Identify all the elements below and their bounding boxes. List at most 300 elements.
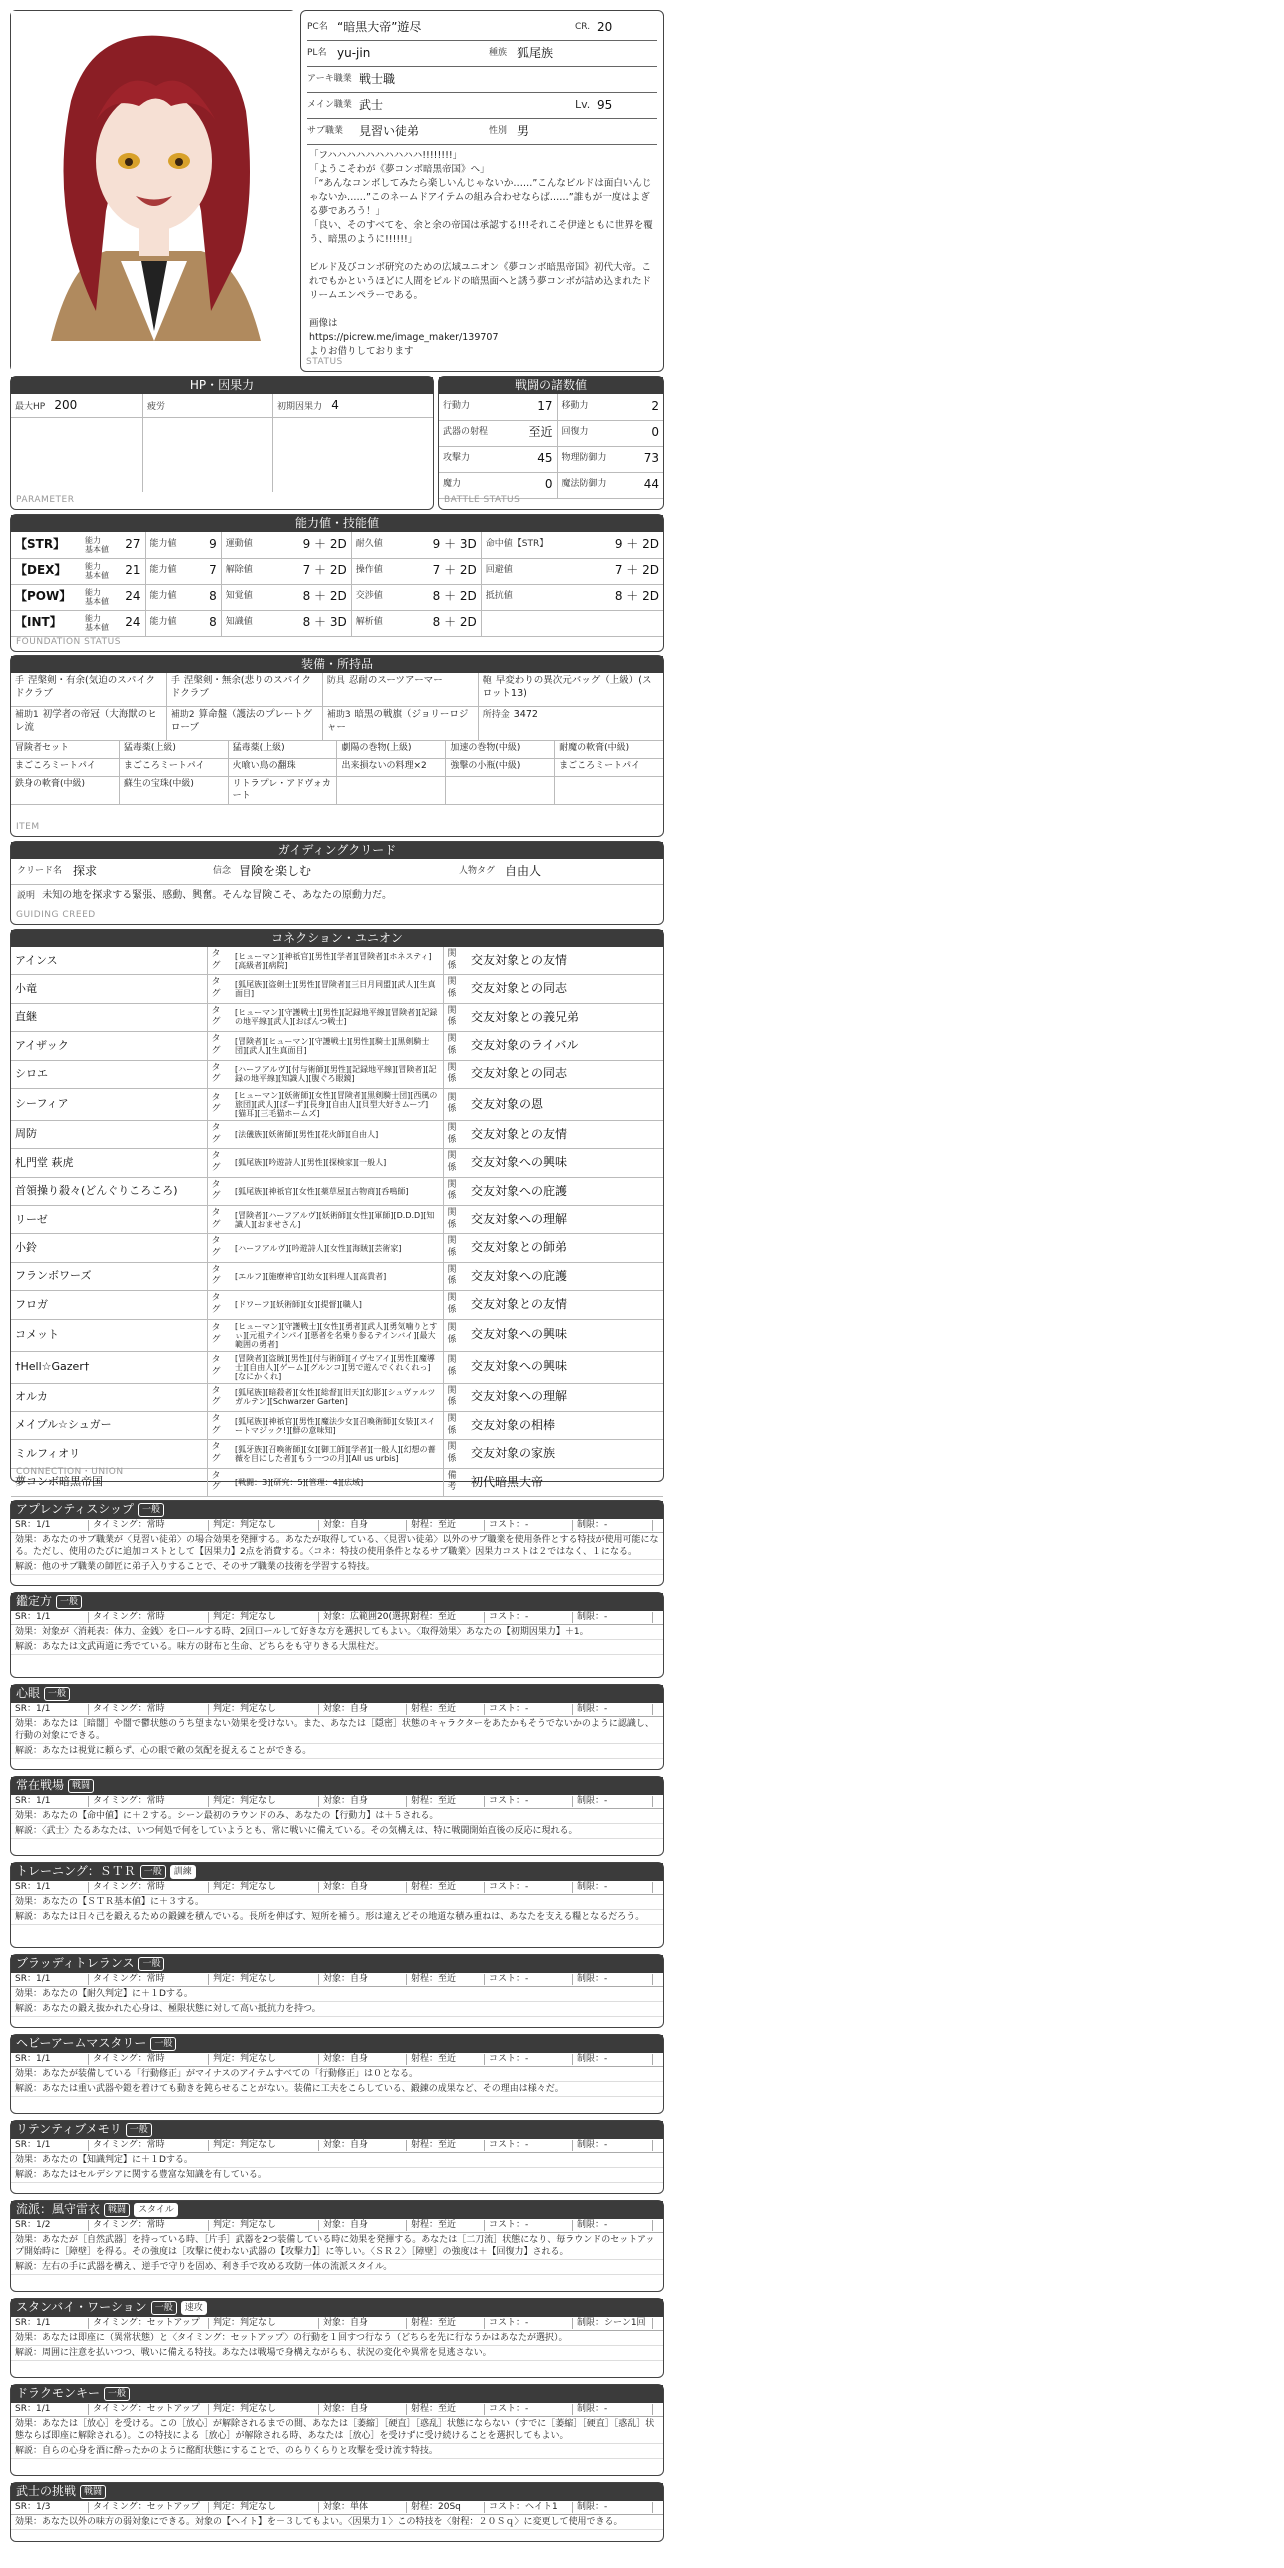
ability-value: 7: [197, 558, 221, 584]
skill-check-value: 7 ＋ 2D: [404, 558, 482, 584]
battle-stat-value: 45: [512, 446, 557, 472]
connection-tags: [ヒューマン][守護戦士][女性][勇者][武人][勇気噛りとすぃ][元祖テインパイ][悪者を名乗り参るテインバイ][最大範囲の勇者]: [231, 1319, 443, 1351]
skill-name: リテンティブメモリ: [16, 2122, 122, 2137]
item-cell: まごころミートパイ: [11, 759, 120, 776]
ability-base-label: 能力 基本値: [81, 584, 117, 610]
battle-panel: [438, 376, 664, 510]
connection-name: フロガ: [11, 1291, 207, 1319]
skill-effect: 効果：あなたの【耐久判定】に＋１Dする。: [11, 1987, 663, 2002]
connection-tag-label: タグ: [207, 1032, 231, 1060]
skill-header: [11, 1685, 663, 1703]
level-value: 95: [597, 97, 613, 112]
skill-card: [10, 2034, 664, 2114]
skill-meta-field: 判定：判定なし: [209, 1882, 319, 1894]
equipment-row: [11, 673, 663, 707]
connection-relation-label: 関係: [443, 1177, 467, 1205]
skill-meta-field: タイミング：常時: [89, 1796, 209, 1808]
equipment-slot: [323, 707, 479, 740]
battle-stat-label: 魔力: [439, 472, 512, 498]
skill-meta-field: 対象：自身: [319, 1520, 407, 1532]
skill-name: スタンバイ・ワーション: [16, 2300, 147, 2315]
skill-tag: 一般: [126, 2123, 152, 2137]
battle-stat-label: 行動力: [439, 394, 512, 420]
skill-explanation: 解説：あなたは重い武器や鎧を着けても動きを鈍らせることがない。装備に工夫をこらしている、鍛錬の成果など、その理由は様々だ。: [11, 2082, 663, 2097]
connection-relation: 交友対象への興味: [467, 1351, 663, 1383]
creed-desc-label: 説明: [17, 891, 36, 901]
connection-relation-label: 関係: [443, 1120, 467, 1148]
connection-relation-label: 関係: [443, 1351, 467, 1383]
profile-panel: [300, 10, 664, 372]
skill-check-label: 運動値: [221, 532, 273, 558]
skill-meta-field: 制限：-: [573, 2054, 653, 2066]
connection-row: [11, 1440, 663, 1468]
connection-name: 小鈴: [11, 1234, 207, 1262]
skill-meta-field: 対象：自身: [319, 1796, 407, 1808]
battle-stat-label: 移動力: [557, 394, 631, 420]
skill-explanation: 解説：他のサブ職業の師匠に弟子入りすることで、そのサブ職業の技術を学習する特技。: [11, 1560, 663, 1575]
skill-meta-field: コスト：ヘイト1: [485, 2502, 573, 2514]
skill-header: [11, 1777, 663, 1795]
equipment-slot-value: 算命盤（護法のプレートグローブ: [170, 709, 313, 733]
battle-stat-value: 17: [512, 394, 557, 420]
skill-explanation: 解説：あなたはセルデシアに関する豊富な知識を有している。: [11, 2168, 663, 2183]
skill-card: [10, 1684, 664, 1770]
skill-meta-field: 判定：判定なし: [209, 1796, 319, 1808]
item-cell: 強撃の小瓶(中級): [446, 759, 555, 776]
item-cell: 耐魔の軟膏(中級): [559, 743, 630, 753]
battle-row: [439, 394, 663, 420]
item-footer: ITEM: [16, 822, 40, 833]
skill-check-label: 命中値【STR】: [481, 532, 586, 558]
connection-row: [11, 975, 663, 1003]
item-cell: 加速の巻物(中級): [446, 741, 555, 758]
ability-row: [11, 610, 663, 636]
skill-meta-field: コスト：-: [485, 2318, 573, 2330]
connection-tag-label: タグ: [207, 1120, 231, 1148]
connection-relation: 交友対象との義兄弟: [467, 1003, 663, 1031]
skill-header: [11, 1593, 663, 1611]
item-cell: [446, 777, 555, 804]
equipment-slot-label: 防具: [326, 676, 345, 686]
connection-relation: 交友対象の相棒: [467, 1411, 663, 1439]
ability-label: 能力値: [145, 610, 197, 636]
skill-meta-field: 対象：自身: [319, 2054, 407, 2066]
skill-check-value: 7 ＋ 2D: [586, 558, 663, 584]
connection-relation: 交友対象への興味: [467, 1149, 663, 1177]
skill-meta-field: 制限：シーン1回: [573, 2318, 653, 2330]
equipment-slot-label: 手: [15, 676, 25, 686]
connection-name: フランボワーズ: [11, 1262, 207, 1290]
connection-tag-label: タグ: [207, 1440, 231, 1468]
ability-value: 8: [197, 610, 221, 636]
skill-meta-field: 対象：自身: [319, 2140, 407, 2152]
skill-explanation: 解説：あなたは視覚に頼らず、心の眼で敵の気配を捉えることができる。: [11, 1744, 663, 1759]
item-cell: 火喰い鳥の翻珠: [229, 759, 338, 776]
connection-tag-label: タグ: [207, 1468, 231, 1496]
battle-row: [439, 420, 663, 446]
skill-meta: [11, 2501, 663, 2515]
arch-label: アーキ職業: [307, 73, 352, 84]
skill-card: [10, 1776, 664, 1856]
connection-tag-label: タグ: [207, 1351, 231, 1383]
skill-explanation: 解説：自らの心身を酒に酔ったかのように酩酊状態にすることで、のらりくらりと攻撃を受け流す特技。: [11, 2444, 663, 2459]
connection-tag-label: タグ: [207, 1411, 231, 1439]
connection-relation: 交友対象との友情: [467, 1291, 663, 1319]
equipment-slot-label: 手: [170, 676, 180, 686]
connection-tag-label: タグ: [207, 1149, 231, 1177]
connection-relation-label: 関係: [443, 1149, 467, 1177]
skill-meta-field: 射程：至近: [407, 1796, 485, 1808]
skill-meta-field: 判定：判定なし: [209, 2404, 319, 2416]
skill-meta-field: 制限：-: [573, 1974, 653, 1986]
connection-tag-label: タグ: [207, 1262, 231, 1290]
connection-tags: [ヒューマン][神祇官][男性][学者][冒険者][ホネスティ][高級者][病院]: [231, 947, 443, 975]
connection-row: [11, 1003, 663, 1031]
skill-check-value: 8 ＋ 2D: [586, 584, 663, 610]
person-tag-label: 人物タグ: [459, 865, 496, 876]
connection-tag-label: タグ: [207, 1003, 231, 1031]
item-cell: 鉄身の軟膏(中級): [11, 777, 120, 804]
connection-tags: [ドワーフ][妖術師][女][提督][職人]: [231, 1291, 443, 1319]
parameter-footer: PARAMETER: [16, 495, 75, 506]
skill-check-value: 8 ＋ 2D: [404, 610, 482, 636]
connection-tag-label: タグ: [207, 1383, 231, 1411]
skill-meta-field: 制限：-: [573, 2220, 653, 2232]
item-cell: [555, 777, 663, 804]
skill-meta: [11, 1519, 663, 1533]
skill-meta: [11, 1703, 663, 1717]
battle-stat-value: 2: [631, 394, 663, 420]
connection-name: コメット: [11, 1319, 207, 1351]
skill-meta-field: タイミング：セットアップ: [89, 2318, 209, 2330]
pl-name-label: PL名: [307, 47, 327, 58]
skill-meta: [11, 2219, 663, 2233]
portrait-illustration: [11, 11, 297, 373]
ability-name: 【INT】: [11, 610, 81, 636]
skill-meta-field: SR：1/1: [11, 2404, 89, 2416]
skill-card: [10, 2120, 664, 2194]
race-value: 狐尾族: [517, 45, 554, 60]
skill-meta-field: コスト：-: [485, 1704, 573, 1716]
equipment-slot-value: 涅槃剣・無余(悲りのスパイクドクラブ: [170, 675, 311, 699]
skill-name: 常在戦場: [16, 1778, 65, 1793]
connection-relation: 交友対象への興味: [467, 1319, 663, 1351]
pc-name-label: PC名: [307, 21, 328, 32]
skill-card: [10, 2482, 664, 2542]
skill-card: [10, 1862, 664, 1948]
skill-explanation: 解説：あなたの鍛え抜かれた心身は、極限状態に対して高い抵抗力を持つ。: [11, 2002, 663, 2017]
battle-stat-label: 物理防御力: [557, 446, 631, 472]
skill-card: [10, 2384, 664, 2476]
arch-value: 戦士職: [359, 71, 396, 86]
skill-meta-field: コスト：-: [485, 2140, 573, 2152]
equipment-slot-label: 所持金: [482, 710, 510, 720]
skill-tag: 一般: [44, 1687, 70, 1701]
skill-header: [11, 1501, 663, 1519]
equipment-body: [11, 673, 663, 805]
battle-stat-label: 魔法防御力: [557, 472, 631, 498]
skill-check-value: 8 ＋ 2D: [274, 584, 352, 610]
connection-tags: [ハーフアルヴ][吟遊詩人][女性][海賊][芸術家]: [231, 1234, 443, 1262]
equipment-title: 装備・所持品: [11, 656, 663, 673]
connection-tags: [狐尾族][暗殺者][女性][総督][旧天][幻影][シュヴァルツガルテン][Schwarzer Garten]: [231, 1383, 443, 1411]
status-footer: STATUS: [306, 357, 343, 368]
skill-tag: 戦闘: [80, 2485, 106, 2499]
equipment-slot: [167, 673, 323, 706]
connection-row: [11, 1149, 663, 1177]
skill-meta-field: コスト：-: [485, 2404, 573, 2416]
skill-check-value: 9 ＋ 2D: [274, 532, 352, 558]
creed-panel: [10, 841, 664, 925]
skill-meta-field: 制限：-: [573, 2404, 653, 2416]
connection-relation-label: 関係: [443, 1234, 467, 1262]
skill-meta-field: 制限：-: [573, 2140, 653, 2152]
connection-tags: [ヒューマン][守護戦士][男性][記録地平線][冒険者][記録の地平線][武人][おぱんつ戦士]: [231, 1003, 443, 1031]
skill-meta: [11, 1795, 663, 1809]
skill-header: [11, 1863, 663, 1881]
connection-name: アイザック: [11, 1032, 207, 1060]
skill-check-label: 耐久値: [351, 532, 403, 558]
connection-table: [11, 947, 663, 1497]
skill-meta-field: 判定：判定なし: [209, 1704, 319, 1716]
equipment-slot: [167, 707, 323, 740]
skill-meta-field: SR：1/1: [11, 1612, 89, 1624]
character-portrait: [10, 10, 296, 372]
skill-check-value: 9 ＋ 2D: [586, 532, 663, 558]
skill-name: ドラクモンキー: [16, 2386, 101, 2401]
skill-name: アプレンティスシップ: [16, 1502, 135, 1517]
battle-row: [439, 472, 663, 498]
connection-tag-label: タグ: [207, 1319, 231, 1351]
skill-meta-field: コスト：-: [485, 1882, 573, 1894]
connection-relation: 交友対象との友情: [467, 1120, 663, 1148]
skill-card: [10, 1592, 664, 1678]
connection-tags: [狐尾族][神祇官][女性][薬草屋][古物商][呑鳴師]: [231, 1177, 443, 1205]
connection-relation: 交友対象との同志: [467, 1060, 663, 1088]
hp-title: HP・因果力: [11, 377, 433, 394]
ability-label: 能力値: [145, 558, 197, 584]
ability-base-label: 能力 基本値: [81, 532, 117, 558]
connection-row: [11, 1291, 663, 1319]
skill-meta-field: 制限：-: [573, 1796, 653, 1808]
connection-relation-label: 関係: [443, 1088, 467, 1120]
ability-name: 【POW】: [11, 584, 81, 610]
equipment-slot-value: 早変わりの異次元バッグ（上級）(スロット13): [482, 675, 652, 699]
skill-check-label: 解析値: [351, 610, 403, 636]
connection-tags: [ヒューマン][妖術師][女性][冒険者][黒剣騎士団][西風の旅団][武人][ぱーず][長身][自由人][貝型大好きムーブ][猫耳][三毛猫ホームズ]: [231, 1088, 443, 1120]
ability-table: [11, 532, 663, 637]
connection-tag-label: タグ: [207, 975, 231, 1003]
skill-check-label: 回避値: [481, 558, 586, 584]
item-cell: まごころミートパイ: [120, 759, 229, 776]
skill-meta-field: 射程：至近: [407, 1882, 485, 1894]
battle-table: [439, 394, 663, 499]
skill-meta-field: SR：1/1: [11, 1882, 89, 1894]
karma-label: 初期因果力: [277, 401, 323, 412]
connection-name: オルカ: [11, 1383, 207, 1411]
connection-name: 首領操り殺々(どんぐりころころ): [11, 1177, 207, 1205]
skill-meta-field: 判定：判定なし: [209, 2318, 319, 2330]
pc-name: “暗黒大帝”遊尽: [337, 19, 422, 34]
belief-value: 冒険を楽しむ: [239, 863, 312, 878]
skill-meta-field: コスト：-: [485, 1612, 573, 1624]
skill-card: [10, 2200, 664, 2292]
skill-check-label: 操作値: [351, 558, 403, 584]
skill-effect: 効果：対象が〈消耗表：体力、金銭〉を口ールする時、2回口ールして好きな方を選択してもよい。〈取得効果〉あなたの【初期因果力】＋1。: [11, 1625, 663, 1640]
ability-base-value: 24: [117, 584, 145, 610]
connection-relation: 交友対象のライバル: [467, 1032, 663, 1060]
skill-meta-field: SR：1/1: [11, 1974, 89, 1986]
skill-meta-field: 対象：自身: [319, 1974, 407, 1986]
equipment-slot-value: 初学者の帝冠（大海獣のヒレ流: [15, 709, 157, 733]
skill-check-label: 抵抗値: [481, 584, 586, 610]
abilities-title: 能力値・技能値: [11, 515, 663, 532]
skill-meta-field: タイミング：常時: [89, 2140, 209, 2152]
skill-meta-field: SR：1/1: [11, 2140, 89, 2152]
ability-base-value: 21: [117, 558, 145, 584]
battle-stat-value: 0: [631, 420, 663, 446]
skill-meta-field: 射程：至近: [407, 1520, 485, 1532]
skill-meta-field: 射程：至近: [407, 2318, 485, 2330]
skill-check-label: [481, 610, 586, 636]
skill-effect: 効果：あなたが装備している「行動修正」がマイナスのアイテムすべての「行動修正」は０となる。: [11, 2067, 663, 2082]
equipment-slot-value: 涅槃剣・有余(気迫のスパイクドクラブ: [15, 675, 156, 699]
maxhp-label: 最大HP: [15, 402, 46, 412]
connection-row: [11, 1351, 663, 1383]
skill-name: ブラッディトレランス: [16, 1956, 135, 1971]
skill-check-value: 8 ＋ 3D: [274, 610, 352, 636]
connection-relation: 交友対象の家族: [467, 1440, 663, 1468]
skill-effect: 効果：あなたのサブ職業が〈見習い徒弟〉の場合効果を発揮する。あなたが取得している、〈見習い徒弟〉以外のサブ職業を使用条件とする特技が使用可能になる。ただし、使用のたびに追加コストとして【因果力】2点を消費する。〈コネ：特技の使用条件となるサブ職業〉因果力コストは２ではなく、１になる。: [11, 1533, 663, 1560]
skill-effect: 効果：あなたが［自然武器］を持っている時、［片手］武器を2つ装備している時に効果を発揮する。あなたは［二刀流］状態になり、毎ラウンドのセットアップ開始時に［障壁］を得る。その強度は［攻撃に使わない武器の【攻撃力】］に等しい。〈ＳＲ２〉［障壁］の強度は＋【回復力】される。: [11, 2233, 663, 2260]
character-description: 「フハハハハハハハハハハ!!!!!!!!」 「ようこそわが《夢コンボ暗黒帝国》へ」 「“あんなコンボしてみたら楽しいんじゃないか……”こんなビルドは面白いんじゃないか……”このネームドアイテムの組み合わせならば……”誰もが一度はよぎる夢であろう！」 「良い、そのすべてを、余と余の帝国は承認する!!!それこそ伊達ともに世界を覆う、暗黒のように!!!!!!」 ビルド及びコンボ研究のための広域ユニオン《夢コンボ暗黒帝国》初代大帝。これでもかというほどに人間をビルドの暗黒面へと誘う夢コンボが詰め込まれたドリームエンペラーである。 画像は https://picrew.me/image_maker/139707 よりお借りしております: [309, 150, 653, 357]
item-cell: 劇陽の巻物(上級): [337, 741, 446, 758]
pl-name: yu-jin: [337, 45, 371, 60]
ability-base-label: 能力 基本値: [81, 558, 117, 584]
connection-tag-label: タグ: [207, 947, 231, 975]
skill-meta-field: 判定：判定なし: [209, 2502, 319, 2514]
connection-tags: [冒険者][盗賊][男性][付与術師][イヴセアイ][男性][魔導士][自由人][ゲーム][グルンコ][男で遊んでくれくれっ][なにかくれ]: [231, 1351, 443, 1383]
connection-tags: [エルフ][施療神官][幼女][料理人][高貴者]: [231, 1262, 443, 1290]
skill-effect: 効果：あなた以外の味方の弱対象にできる。対象の【ヘイト】を－３してもよい。〈因果力１〉この特技を〈射程：２０Ｓｑ〉に変更して使用できる。: [11, 2515, 663, 2530]
connection-name: 小竜: [11, 975, 207, 1003]
skill-explanation: 解説：左右の手に武器を構え、逆手で守りを固め、利き手で攻める攻防一体の流派スタイル。: [11, 2260, 663, 2275]
connection-relation-label: 関係: [443, 1411, 467, 1439]
connection-row: [11, 1120, 663, 1148]
skill-tag: 訓練: [170, 1865, 196, 1879]
cr-label: CR.: [575, 21, 591, 32]
connection-relation-label: 備考: [443, 1468, 467, 1496]
connection-name: 周防: [11, 1120, 207, 1148]
skill-meta: [11, 2139, 663, 2153]
skill-header: [11, 1955, 663, 1973]
skill-meta-field: 判定：判定なし: [209, 1974, 319, 1986]
connections-title: コネクション・ユニオン: [11, 930, 663, 947]
skill-effect: 効果：あなたは即座に（異常状態）と〈タイミング：セットアップ〉の行動を１回すつ行なう（どちらを先に行なうかはあなたが選択）。: [11, 2331, 663, 2346]
skill-check-value: 7 ＋ 2D: [274, 558, 352, 584]
skill-meta-field: 射程：至近: [407, 2054, 485, 2066]
equipment-slot-value: 忍耐のスーツアーマー: [348, 675, 443, 686]
skill-name: ヘビーアームマスタリー: [16, 2036, 147, 2051]
connection-row: [11, 947, 663, 975]
skill-meta-field: SR：1/1: [11, 2054, 89, 2066]
equipment-slot: [323, 673, 479, 706]
skill-effect: 効果：あなたは［放心］を受ける。この［放心］が解除されるまでの間、あなたは［萎縮］［硬直］［惑乱］状態にならない（すでに［萎縮］［硬直］［惑乱］状態ならば即座に解除される）。この特技による［放心］が解除される時、あなたは［放心］を受けずに受け続けることを選択してもよい。: [11, 2417, 663, 2444]
ability-label: 能力値: [145, 584, 197, 610]
skill-header: [11, 2299, 663, 2317]
connection-relation: 交友対象への理解: [467, 1383, 663, 1411]
connection-name: シーフィア: [11, 1088, 207, 1120]
skill-tag: 一般: [138, 1503, 164, 1517]
skill-name: 流派：風守雷衣: [16, 2202, 101, 2217]
connection-row: [11, 1234, 663, 1262]
connection-tags: [狐尾族][吟遊詩人][男性][探検家][一般人]: [231, 1149, 443, 1177]
ability-base-value: 27: [117, 532, 145, 558]
connection-tags: [ハーフアルヴ][付与術師][男性][記録地平線][冒険者][記録の地平線][知識人][腹ぐろ眼鏡]: [231, 1060, 443, 1088]
battle-title: 戦闘の諸数値: [439, 377, 663, 394]
skill-meta-field: 対象：単体: [319, 2502, 407, 2514]
skill-meta-field: 制限：-: [573, 1520, 653, 1532]
skill-meta-field: 判定：判定なし: [209, 1520, 319, 1532]
connection-relation: 交友対象への庇護: [467, 1262, 663, 1290]
skill-tag: 速攻: [181, 2301, 207, 2315]
equipment-slot: [479, 673, 663, 706]
equipment-slot-label: 鞄: [482, 676, 492, 686]
skill-meta-field: 判定：判定なし: [209, 2054, 319, 2066]
skill-check-label: 解除値: [221, 558, 273, 584]
skill-explanation: 解説：周囲に注意を払いつつ、戦いに備える特技。あなたは戦場で身構えながらも、状況の変化や異常を見逃さない。: [11, 2346, 663, 2361]
skill-meta-field: 対象：自身: [319, 2404, 407, 2416]
connections-panel: [10, 929, 664, 1493]
ability-label: 能力値: [145, 532, 197, 558]
connection-tags: [法儀族][妖術師][男性][花火師][自由人]: [231, 1120, 443, 1148]
skill-meta: [11, 1611, 663, 1625]
item-row: [11, 777, 663, 805]
skill-header: [11, 2483, 663, 2501]
skill-tag: 一般: [138, 1957, 164, 1971]
foundation-footer: FOUNDATION STATUS: [16, 637, 121, 648]
item-cell: [337, 777, 446, 804]
item-row: [11, 759, 663, 777]
sex-label: 性別: [489, 125, 508, 136]
skill-meta-field: 射程：至近: [407, 1612, 485, 1624]
connection-tags: [狐尾族][盗剣士][男性][冒険者][三日月同盟][武人][生真面目]: [231, 975, 443, 1003]
equipment-panel: [10, 655, 664, 837]
skill-meta-field: タイミング：セットアップ: [89, 2502, 209, 2514]
skill-meta-field: 対象：自身: [319, 2318, 407, 2330]
skill-meta-field: タイミング：常時: [89, 1520, 209, 1532]
battle-stat-value: 73: [631, 446, 663, 472]
equipment-slot: [479, 707, 663, 740]
skill-card: [10, 2298, 664, 2378]
connection-name: ミルフィオリ: [11, 1440, 207, 1468]
skill-name: 心眼: [16, 1686, 41, 1701]
karma-value: 4: [331, 397, 339, 412]
skill-meta-field: タイミング：常時: [89, 2220, 209, 2232]
skill-explanation: 解説：あなたは日々己を鍛えるための鍛錬を積んでいる。長所を伸ばす、短所を補う。形は違えどその地道な積み重ねは、あなたを支える糧となるだろう。: [11, 1910, 663, 1925]
item-cell: 蘇生の宝珠(中級): [120, 777, 229, 804]
creed-name: 探求: [73, 863, 98, 878]
creed-name-label: クリード名: [17, 865, 63, 876]
hp-panel: [10, 376, 434, 510]
connection-tag-label: タグ: [207, 1291, 231, 1319]
equipment-slot-value: 暗黒の戦旗（ジョリーロジャー: [326, 709, 469, 733]
skill-meta-field: SR：1/1: [11, 1796, 89, 1808]
sex-value: 男: [517, 123, 530, 138]
skill-meta: [11, 2053, 663, 2067]
skill-meta: [11, 2317, 663, 2331]
connection-tags: [狐尾族][神祇官][男性][魔法少女][召喚術師][女装][スイートマジック!][鮮の意味知]: [231, 1411, 443, 1439]
